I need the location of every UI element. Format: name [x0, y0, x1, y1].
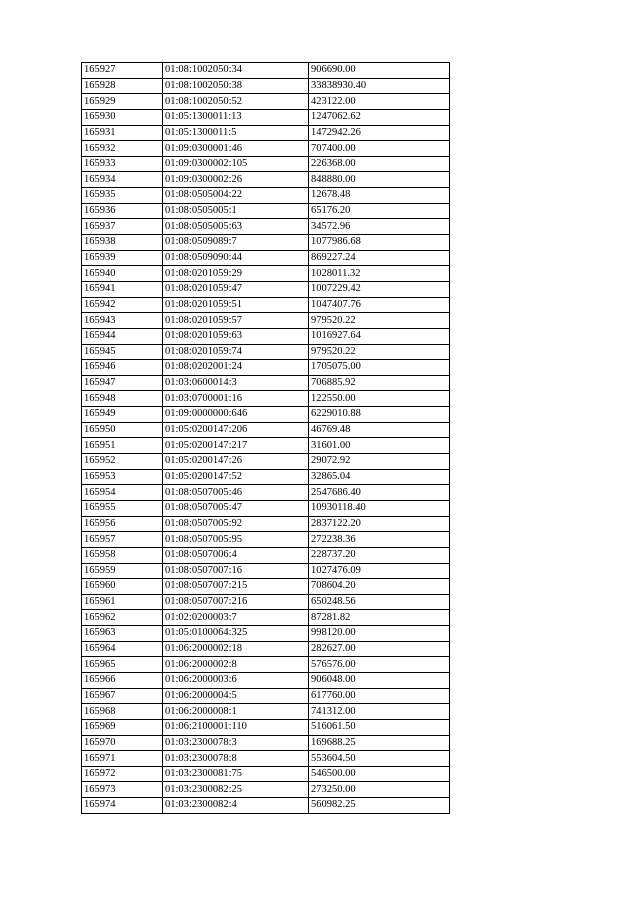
table-row: [82, 422, 450, 438]
cadastral-number-cell: 01:05:0200147:26: [163, 454, 309, 470]
row-id-cell: 165972: [82, 766, 163, 782]
row-id-cell: 165965: [82, 657, 163, 673]
cadastral-number-cell: 01:05:1300011:13: [163, 109, 309, 125]
value-cell: 1007229.42: [309, 281, 450, 297]
cadastral-number-cell: 01:03:0600014:3: [163, 375, 309, 391]
row-id-cell: 165939: [82, 250, 163, 266]
value-cell: 272238.36: [309, 532, 450, 548]
cadastral-number-cell: 01:08:0509089:7: [163, 235, 309, 251]
cadastral-number-cell: 01:09:0300002:105: [163, 156, 309, 172]
value-cell: 169688.25: [309, 735, 450, 751]
value-cell: 848880.00: [309, 172, 450, 188]
row-id-cell: 165960: [82, 579, 163, 595]
value-cell: 1027476.09: [309, 563, 450, 579]
cadastral-number-cell: 01:08:0201059:74: [163, 344, 309, 360]
table-row: [82, 109, 450, 125]
value-cell: 46769.48: [309, 422, 450, 438]
value-cell: 423122.00: [309, 94, 450, 110]
value-cell: 34572.96: [309, 219, 450, 235]
row-id-cell: 165933: [82, 156, 163, 172]
value-cell: 553604.50: [309, 751, 450, 767]
value-cell: 906690.00: [309, 63, 450, 79]
table-row: [82, 219, 450, 235]
table-row: [82, 485, 450, 501]
row-id-cell: 165934: [82, 172, 163, 188]
cadastral-number-cell: 01:03:2300078:8: [163, 751, 309, 767]
table-row: [82, 63, 450, 79]
table-row: [82, 407, 450, 423]
cadastral-number-cell: 01:06:2000002:8: [163, 657, 309, 673]
row-id-cell: 165947: [82, 375, 163, 391]
table-row: [82, 235, 450, 251]
row-id-cell: 165936: [82, 203, 163, 219]
value-cell: 31601.00: [309, 438, 450, 454]
row-id-cell: 165958: [82, 547, 163, 563]
row-id-cell: 165931: [82, 125, 163, 141]
row-id-cell: 165955: [82, 500, 163, 516]
table-row: [82, 579, 450, 595]
row-id-cell: 165940: [82, 266, 163, 282]
value-cell: 273250.00: [309, 782, 450, 798]
table-row: [82, 641, 450, 657]
row-id-cell: 165963: [82, 626, 163, 642]
table-row: [82, 281, 450, 297]
cadastral-number-cell: 01:05:0200147:217: [163, 438, 309, 454]
table-row: [82, 125, 450, 141]
row-id-cell: 165970: [82, 735, 163, 751]
cadastral-number-cell: 01:09:0300001:46: [163, 141, 309, 157]
cadastral-number-cell: 01:05:0100064:325: [163, 626, 309, 642]
value-cell: 65176.20: [309, 203, 450, 219]
cadastral-number-cell: 01:08:0202001:24: [163, 360, 309, 376]
cadastral-number-cell: 01:08:0507007:16: [163, 563, 309, 579]
cadastral-number-cell: 01:03:0700001:16: [163, 391, 309, 407]
row-id-cell: 165961: [82, 594, 163, 610]
row-id-cell: 165942: [82, 297, 163, 313]
cadastral-number-cell: 01:09:0000000:646: [163, 407, 309, 423]
table-row: [82, 266, 450, 282]
table-row: [82, 469, 450, 485]
cadastral-number-cell: 01:06:2000004:5: [163, 688, 309, 704]
row-id-cell: 165930: [82, 109, 163, 125]
table-body: [82, 63, 450, 814]
cadastral-number-cell: 01:05:0200147:206: [163, 422, 309, 438]
cadastral-number-cell: 01:03:2300082:25: [163, 782, 309, 798]
row-id-cell: 165927: [82, 63, 163, 79]
cadastral-number-cell: 01:08:1002050:34: [163, 63, 309, 79]
cadastral-number-cell: 01:05:1300011:5: [163, 125, 309, 141]
table-row: [82, 782, 450, 798]
row-id-cell: 165932: [82, 141, 163, 157]
cadastral-number-cell: 01:02:0200003:7: [163, 610, 309, 626]
row-id-cell: 165969: [82, 719, 163, 735]
value-cell: 707400.00: [309, 141, 450, 157]
row-id-cell: 165962: [82, 610, 163, 626]
row-id-cell: 165941: [82, 281, 163, 297]
row-id-cell: 165943: [82, 313, 163, 329]
value-cell: 516061.50: [309, 719, 450, 735]
value-cell: 1247062.62: [309, 109, 450, 125]
cadastral-number-cell: 01:09:0300002:26: [163, 172, 309, 188]
table-row: [82, 94, 450, 110]
cadastral-number-cell: 01:08:0507005:95: [163, 532, 309, 548]
table-row: [82, 688, 450, 704]
value-cell: 282627.00: [309, 641, 450, 657]
cadastral-number-cell: 01:06:2000002:18: [163, 641, 309, 657]
table-row: [82, 156, 450, 172]
table-row: [82, 704, 450, 720]
row-id-cell: 165928: [82, 78, 163, 94]
cadastral-number-cell: 01:08:0201059:51: [163, 297, 309, 313]
table-row: [82, 516, 450, 532]
value-cell: 650248.56: [309, 594, 450, 610]
row-id-cell: 165938: [82, 235, 163, 251]
cadastral-number-cell: 01:08:0507005:47: [163, 500, 309, 516]
cadastral-number-cell: 01:08:1002050:52: [163, 94, 309, 110]
cadastral-number-cell: 01:08:0505005:1: [163, 203, 309, 219]
table-row: [82, 719, 450, 735]
cadastral-number-cell: 01:06:2100001:110: [163, 719, 309, 735]
row-id-cell: 165944: [82, 328, 163, 344]
value-cell: 32865.04: [309, 469, 450, 485]
row-id-cell: 165956: [82, 516, 163, 532]
table-row: [82, 766, 450, 782]
row-id-cell: 165951: [82, 438, 163, 454]
value-cell: 87281.82: [309, 610, 450, 626]
table-row: [82, 500, 450, 516]
table-row: [82, 547, 450, 563]
cadastral-number-cell: 01:08:0201059:63: [163, 328, 309, 344]
value-cell: 576576.00: [309, 657, 450, 673]
cadastral-number-cell: 01:08:0505005:63: [163, 219, 309, 235]
table-row: [82, 594, 450, 610]
value-cell: 226368.00: [309, 156, 450, 172]
value-cell: 979520.22: [309, 344, 450, 360]
cadastral-number-cell: 01:08:0201059:29: [163, 266, 309, 282]
table-row: [82, 203, 450, 219]
value-cell: 1472942.26: [309, 125, 450, 141]
row-id-cell: 165953: [82, 469, 163, 485]
table-row: [82, 454, 450, 470]
table-row: [82, 297, 450, 313]
value-cell: 546500.00: [309, 766, 450, 782]
table-row: [82, 344, 450, 360]
table-row: [82, 610, 450, 626]
value-cell: 906048.00: [309, 672, 450, 688]
value-cell: 1047407.76: [309, 297, 450, 313]
row-id-cell: 165949: [82, 407, 163, 423]
row-id-cell: 165957: [82, 532, 163, 548]
table-row: [82, 328, 450, 344]
cadastral-number-cell: 01:06:2000003:6: [163, 672, 309, 688]
cadastral-number-cell: 01:08:0507006:4: [163, 547, 309, 563]
row-id-cell: 165937: [82, 219, 163, 235]
table-row: [82, 626, 450, 642]
table-row: [82, 250, 450, 266]
value-cell: 708604.20: [309, 579, 450, 595]
table-row: [82, 751, 450, 767]
row-id-cell: 165974: [82, 798, 163, 814]
value-cell: 1077986.68: [309, 235, 450, 251]
row-id-cell: 165948: [82, 391, 163, 407]
cadastral-number-cell: 01:08:0507005:46: [163, 485, 309, 501]
value-cell: 1028011.32: [309, 266, 450, 282]
table-row: [82, 188, 450, 204]
value-cell: 2837122.20: [309, 516, 450, 532]
table-row: [82, 141, 450, 157]
value-cell: 1016927.64: [309, 328, 450, 344]
value-cell: 29072.92: [309, 454, 450, 470]
value-cell: 560982.25: [309, 798, 450, 814]
cadastral-number-cell: 01:08:0509090:44: [163, 250, 309, 266]
data-table: [81, 62, 450, 814]
cadastral-number-cell: 01:08:0507005:92: [163, 516, 309, 532]
cadastral-number-cell: 01:06:2000008:1: [163, 704, 309, 720]
row-id-cell: 165971: [82, 751, 163, 767]
cadastral-number-cell: 01:08:0201059:47: [163, 281, 309, 297]
value-cell: 706885.92: [309, 375, 450, 391]
value-cell: 617760.00: [309, 688, 450, 704]
value-cell: 998120.00: [309, 626, 450, 642]
row-id-cell: 165946: [82, 360, 163, 376]
table-row: [82, 375, 450, 391]
cadastral-number-cell: 01:08:0507007:215: [163, 579, 309, 595]
table-row: [82, 735, 450, 751]
table-row: [82, 360, 450, 376]
row-id-cell: 165954: [82, 485, 163, 501]
cadastral-number-cell: 01:08:0507007:216: [163, 594, 309, 610]
cadastral-number-cell: 01:08:1002050:38: [163, 78, 309, 94]
table-row: [82, 672, 450, 688]
cadastral-number-cell: 01:08:0201059:57: [163, 313, 309, 329]
table-row: [82, 172, 450, 188]
cadastral-number-cell: 01:03:2300082:4: [163, 798, 309, 814]
value-cell: 1705075.00: [309, 360, 450, 376]
row-id-cell: 165966: [82, 672, 163, 688]
value-cell: 741312.00: [309, 704, 450, 720]
cadastral-number-cell: 01:05:0200147:52: [163, 469, 309, 485]
cadastral-number-cell: 01:08:0505004:22: [163, 188, 309, 204]
value-cell: 12678.48: [309, 188, 450, 204]
value-cell: 2547686.40: [309, 485, 450, 501]
value-cell: 10930118.40: [309, 500, 450, 516]
value-cell: 228737.20: [309, 547, 450, 563]
row-id-cell: 165959: [82, 563, 163, 579]
row-id-cell: 165967: [82, 688, 163, 704]
row-id-cell: 165929: [82, 94, 163, 110]
value-cell: 122550.00: [309, 391, 450, 407]
row-id-cell: 165950: [82, 422, 163, 438]
value-cell: 869227.24: [309, 250, 450, 266]
value-cell: 6229010.88: [309, 407, 450, 423]
row-id-cell: 165935: [82, 188, 163, 204]
table-row: [82, 78, 450, 94]
row-id-cell: 165945: [82, 344, 163, 360]
row-id-cell: 165973: [82, 782, 163, 798]
row-id-cell: 165952: [82, 454, 163, 470]
table-row: [82, 438, 450, 454]
table-row: [82, 798, 450, 814]
table-row: [82, 391, 450, 407]
row-id-cell: 165968: [82, 704, 163, 720]
cadastral-number-cell: 01:03:2300078:3: [163, 735, 309, 751]
value-cell: 33838930.40: [309, 78, 450, 94]
table-row: [82, 657, 450, 673]
table-row: [82, 563, 450, 579]
table-row: [82, 532, 450, 548]
cadastral-number-cell: 01:03:2300081:75: [163, 766, 309, 782]
row-id-cell: 165964: [82, 641, 163, 657]
value-cell: 979520.22: [309, 313, 450, 329]
table-row: [82, 313, 450, 329]
